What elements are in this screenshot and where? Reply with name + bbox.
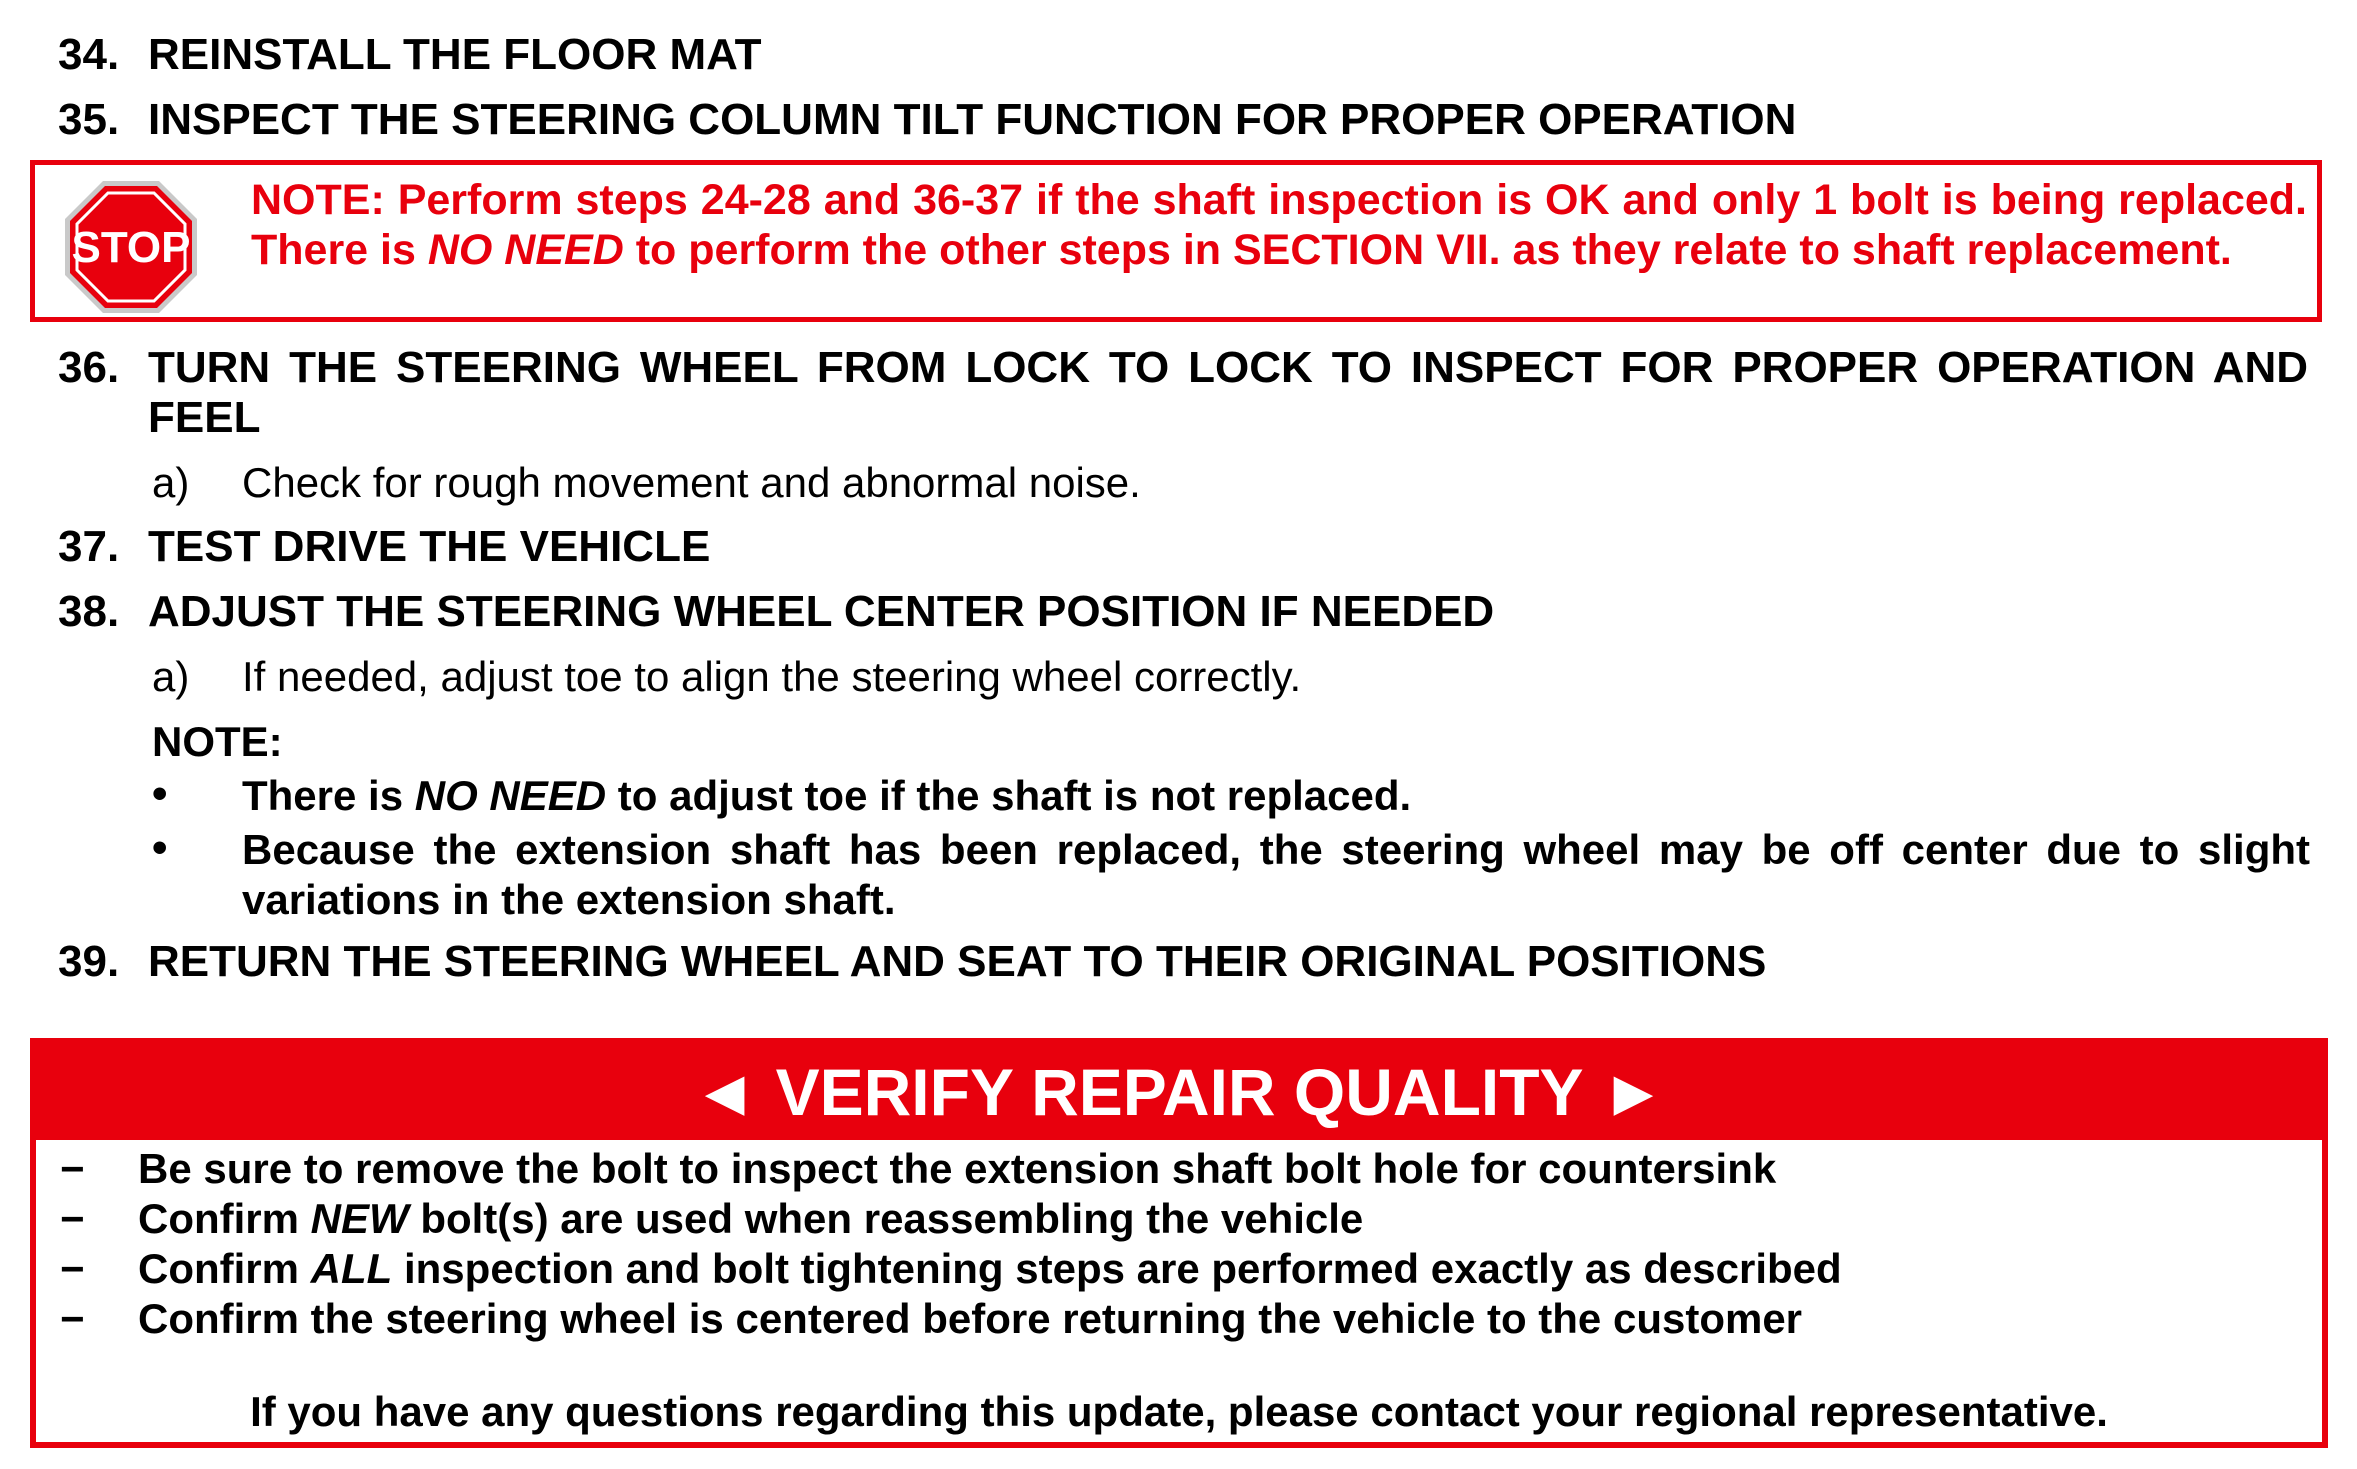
step-number: 38. — [58, 587, 120, 636]
verify-item-text: Confirm ALL inspection and bolt tightening steps are performed exactly as described — [138, 1245, 1842, 1292]
dash-icon: − — [60, 1195, 85, 1242]
stop-note-box — [30, 160, 2322, 322]
step-text: RETURN THE STEERING WHEEL AND SEAT TO THEIR ORIGINAL POSITIONS — [148, 937, 1767, 986]
verify-item-text: Confirm NEW bolt(s) are used when reassembling the vehicle — [138, 1195, 1364, 1242]
step-text: TURN THE STEERING WHEEL FROM LOCK TO LOCK TO INSPECT FOR PROPER OPERATION AND FEEL — [148, 343, 2308, 442]
bullet-text: Because the extension shaft has been replaced, the steering wheel may be off center due to slight variations in the extension shaft. — [242, 826, 2310, 923]
verify-item-text: Confirm the steering wheel is centered before returning the vehicle to the customer — [138, 1295, 1803, 1342]
bullet-icon: • — [152, 823, 168, 872]
dash-icon: − — [60, 1245, 85, 1292]
stop-sign-icon — [63, 179, 199, 315]
step-number: 37. — [58, 522, 120, 571]
dash-icon: − — [60, 1295, 85, 1342]
sub-label: a) — [152, 459, 190, 506]
step-text: TEST DRIVE THE VEHICLE — [148, 522, 711, 571]
verify-header: ◄ VERIFY REPAIR QUALITY ► — [36, 1044, 2322, 1140]
dash-icon: − — [60, 1145, 85, 1192]
step-text: INSPECT THE STEERING COLUMN TILT FUNCTION FOR PROPER OPERATION — [148, 95, 1797, 144]
step-number: 39. — [58, 937, 120, 986]
verify-item-text: Be sure to remove the bolt to inspect the extension shaft bolt hole for countersink — [138, 1145, 1777, 1192]
step-number: 35. — [58, 95, 120, 144]
sub-text: If needed, adjust toe to align the steering wheel correctly. — [242, 653, 1302, 700]
stop-sign-text: STOP — [71, 223, 191, 272]
verify-footer: If you have any questions regarding this update, please contact your regional representative. — [250, 1388, 2108, 1435]
sub-text: Check for rough movement and abnormal noise. — [242, 459, 1141, 506]
note-title: NOTE: — [152, 718, 283, 765]
stop-note-text: NOTE: Perform steps 24-28 and 36-37 if the shaft inspection is OK and only 1 bolt is being replaced. There is NO NEED to perform the other steps in SECTION VII. as they relate to shaft replacement. — [251, 176, 2307, 274]
bullet-icon: • — [152, 769, 168, 818]
step-number: 36. — [58, 343, 120, 392]
sub-label: a) — [152, 653, 190, 700]
verify-repair-quality-box — [30, 1038, 2328, 1448]
bullet-text: There is NO NEED to adjust toe if the shaft is not replaced. — [242, 772, 1412, 819]
step-text: ADJUST THE STEERING WHEEL CENTER POSITION IF NEEDED — [148, 587, 1495, 636]
step-number: 34. — [58, 30, 120, 79]
step-text: REINSTALL THE FLOOR MAT — [148, 30, 762, 79]
